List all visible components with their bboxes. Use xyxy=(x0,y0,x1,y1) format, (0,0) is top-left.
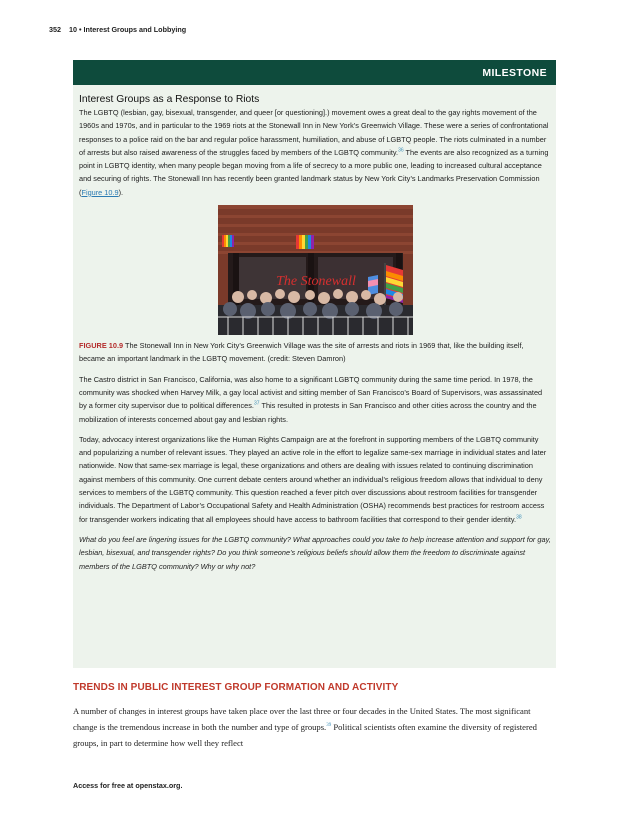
paragraph-castro: The Castro district in San Francisco, California, was also home to a significant LGBTQ community during the same time period. In 1978, the community was shocked when Harvey Milk, a gay local activist and sitting member of San Francisco’s Board of Supervisors, was assassinated by a former city supervisor due to political differences.$^{37}$ This resulted in protests in San Francisco and other cities across the country and the mobilization of interests concerned about gay and lesbian rights. xyxy=(79,374,543,424)
paragraph-stonewall: The LGBTQ (lesbian, gay, bisexual, transgender, and queer [or questioning].) movement owes a great deal to the gay rights movement of the 1960s and 1970s, and in particular to the 1969 riots at the Stonewall Inn in New York’s Greenwich Village. These were a series of confrontational responses to a police raid on the bar and regular police harassment, humiliation, and abuse of LGBTQ people. The riots culminated in a number of arrests but also raised awareness of the struggles faced by members of the LGBTQ community.$^{36}$ The events are also recognized as a turning point in LGBTQ identity, when many people began moving from a life of secrecy to a more public one, leading to increased cultural acceptance and securing of rights. The Stonewall Inn has recently been granted landmark status by New York City’s Landmarks Preservation Commission (Figure 10.9). xyxy=(79,108,549,197)
figure-label: FIGURE 10.9 xyxy=(79,341,124,351)
stonewall-photo xyxy=(218,205,413,335)
discussion-questions: What do you feel are lingering issues for the LGBTQ community? What approaches could you take to help increase attention and support for gay, lesbian, bisexual, and transgender rights? Do you think someone’s religious beliefs should allow them the freedom to discriminate against members of the LGBTQ community? Why or why not? xyxy=(79,534,551,571)
running-head xyxy=(49,25,186,34)
figure-caption: FIGURE 10.9 The Stonewall Inn in New York City’s Greenwich Village was the site of arrests and riots in 1969 that, like the building itself, became an important landmark in the LGBTQ movement. (credit: Steven Damron) xyxy=(79,341,524,364)
page-number: 352 xyxy=(49,25,61,34)
figure-link[interactable]: Figure 10.9 xyxy=(81,187,119,197)
stonewall-sign: The Stonewall xyxy=(275,274,356,290)
footnote-ref-38[interactable]: 38 xyxy=(516,514,522,521)
feature-title: Interest Groups as a Response to Riots xyxy=(79,94,260,105)
section-heading: TRENDS IN PUBLIC INTEREST GROUP FORMATION AND ACTIVITY xyxy=(73,682,399,693)
chapter-title: 10 • Interest Groups and Lobbying xyxy=(69,25,187,34)
footnote-ref-39[interactable]: 39 xyxy=(326,723,332,729)
footer-access: Access for free at openstax.org. xyxy=(73,781,183,790)
milestone-label: MILESTONE xyxy=(482,67,547,79)
footnote-ref-36[interactable]: 36 xyxy=(398,147,404,154)
milestone-banner xyxy=(73,60,556,85)
footnote-ref-37[interactable]: 37 xyxy=(253,400,260,407)
milestone-feature-box xyxy=(73,85,556,668)
paragraph-advocacy: Today, advocacy interest organizations like the Human Rights Campaign are at the forefront in supporting members of the LGBTQ community and popularizing a number of relevant issues. They played an active role in the effort to legalize same-sex marriage in individual states and later nationwide. Now that same-sex marriage is legal, these organizations and others are dealing with issues related to continuing discrimination against members of this community. One current debate centers around whether an individual’s religious freedom allows that individual to deny services to members of the LGBTQ community. This question reached a fever pitch over discussions about restroom facilities for transgender individuals. The Department of Labor’s Occupational Safety and Health Administration (OSHA) recommends best practices for restroom access for transgender workers indicating that all employees should have access to bathroom facilities that correspond to their gender identity.$^{38}$ xyxy=(79,434,547,524)
section-body: A number of changes in interest groups have taken place over the last three or four decades in the United States. The most significant change is the tremendous increase in both the number and type of groups.$^{39}$ Political scientists often examine the diversity of registered groups, in part to determine how well they reflect xyxy=(73,706,537,749)
